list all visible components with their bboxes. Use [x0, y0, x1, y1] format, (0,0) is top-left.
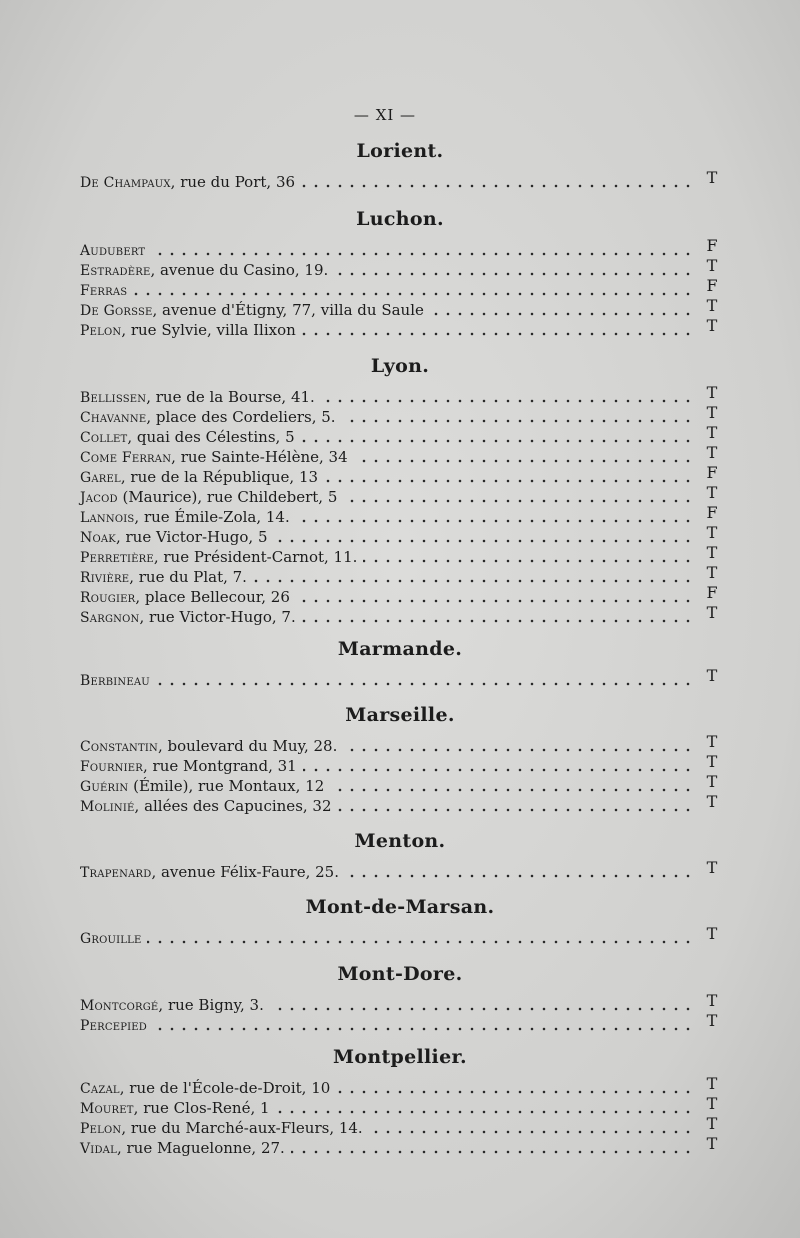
- entry-mark: T: [706, 732, 718, 751]
- entry-name: Ferras: [80, 283, 128, 299]
- list-item: [80, 523, 720, 547]
- dot-leader: [336, 1090, 694, 1094]
- entry-name: Lannois: [80, 510, 135, 526]
- list-item: [80, 603, 720, 627]
- entry-name: De Champaux: [80, 175, 171, 191]
- dot-leader: [301, 439, 694, 443]
- list-item: [80, 168, 720, 192]
- entry-mark: T: [706, 858, 718, 877]
- entry-detail: , rue Clos-René, 1: [133, 1099, 270, 1117]
- entry-detail: , allées des Capucines, 32: [134, 797, 332, 815]
- entry-mark: T: [706, 752, 718, 771]
- entry-detail: , rue de la Bourse, 41.: [146, 388, 315, 406]
- entry-detail: , rue Victor-Hugo, 5: [115, 528, 268, 546]
- entry-detail: , rue Maguelonne, 27.: [116, 1139, 285, 1157]
- entry-detail: , rue de la République, 13: [120, 468, 319, 486]
- city-section-mont-dore: [80, 963, 720, 1035]
- entry-detail: , rue Sylvie, villa Ilixon: [121, 321, 296, 339]
- list-item: [80, 463, 720, 487]
- list-item: [80, 1011, 720, 1035]
- entry-mark: T: [706, 483, 718, 502]
- entry-mark: T: [706, 523, 718, 542]
- dot-leader: [345, 874, 694, 878]
- entry-mark: T: [706, 666, 718, 685]
- list-item: [80, 443, 720, 467]
- page-number: — XI —: [353, 106, 417, 124]
- entry-name: Noak: [80, 530, 116, 546]
- entry-detail: , rue Émile-Zola, 14.: [134, 508, 290, 526]
- entry-name: Collet: [80, 430, 128, 446]
- entry-name: Grouille: [80, 931, 142, 947]
- dot-leader: [338, 808, 694, 812]
- entry-name: Audubert: [80, 243, 146, 259]
- entry-mark: T: [706, 403, 718, 422]
- dot-leader: [291, 1150, 694, 1154]
- dot-leader: [253, 579, 694, 583]
- list-item: [80, 1134, 720, 1158]
- city-heading: Montpellier.: [333, 1046, 467, 1068]
- dot-leader: [296, 519, 694, 523]
- entry-name: Fournier: [80, 759, 143, 775]
- dot-leader: [302, 619, 694, 623]
- dot-leader: [270, 1007, 694, 1011]
- list-item: [80, 316, 720, 340]
- entry-detail: , place Bellecour, 26: [135, 588, 290, 606]
- entry-detail: , rue du Plat, 7.: [129, 568, 247, 586]
- entry-name: Perretière: [80, 550, 154, 566]
- dot-leader: [369, 1130, 694, 1134]
- entry-name: Estradère: [80, 263, 151, 279]
- entry-name: Garel: [80, 470, 121, 486]
- dot-leader: [343, 499, 694, 503]
- entry-mark: T: [706, 1074, 718, 1093]
- list-item: [80, 503, 720, 527]
- list-item: [80, 403, 720, 427]
- city-section-mont-de-marsan: [80, 896, 720, 948]
- entry-detail: , rue du Marché-aux-Fleurs, 14.: [121, 1119, 363, 1137]
- entry-detail: , avenue d'Étigny, 77, villa du Saule: [152, 301, 424, 319]
- entry-name: Bellissen: [80, 390, 147, 406]
- entry-name: Rivière: [80, 570, 130, 586]
- entry-name: Come Ferran: [80, 450, 172, 466]
- city-section-lyon: [80, 355, 720, 627]
- dot-leader: [321, 399, 694, 403]
- city-section-menton: [80, 830, 720, 882]
- entry-name: Mouret: [80, 1101, 134, 1117]
- city-section-luchon: [80, 208, 720, 340]
- city-section-montpellier: [80, 1046, 720, 1158]
- entry-mark: T: [706, 1094, 718, 1113]
- entry-mark: F: [706, 583, 718, 602]
- list-item: [80, 563, 720, 587]
- dot-leader: [430, 312, 694, 316]
- entry-mark: T: [706, 1114, 718, 1133]
- entry-detail: , avenue Félix-Faure, 25.: [151, 863, 339, 881]
- city-section-lorient: [80, 140, 720, 192]
- dot-leader: [334, 272, 694, 276]
- entry-mark: T: [706, 543, 718, 562]
- list-item: [80, 1074, 720, 1098]
- dot-leader: [156, 682, 694, 686]
- city-heading: Marmande.: [337, 638, 463, 660]
- dot-leader: [147, 940, 694, 944]
- list-item: [80, 666, 720, 690]
- entry-mark: T: [706, 296, 718, 315]
- list-item: [80, 732, 720, 756]
- entry-name: Vidal: [80, 1141, 117, 1157]
- dot-leader: [343, 748, 694, 752]
- entry-mark: T: [706, 443, 718, 462]
- city-heading: Lyon.: [370, 355, 430, 377]
- entry-detail: , rue Montgrand, 31: [143, 757, 297, 775]
- list-item: [80, 752, 720, 776]
- entry-name: De Gorsse: [80, 303, 153, 319]
- list-item: [80, 1094, 720, 1118]
- entry-mark: T: [706, 603, 718, 622]
- entry-name: Pelon: [80, 1121, 122, 1137]
- entry-detail: , rue Sainte-Hélène, 34: [171, 448, 348, 466]
- dot-leader: [302, 332, 694, 336]
- entry-name: Guérin: [80, 779, 129, 795]
- entry-mark: T: [706, 316, 718, 335]
- list-item: [80, 858, 720, 882]
- entry-name: Constantin: [80, 739, 158, 755]
- list-item: [80, 1114, 720, 1138]
- list-item: [80, 483, 720, 507]
- entry-name: Jacod: [80, 490, 118, 506]
- entry-mark: F: [706, 463, 718, 482]
- dot-leader: [296, 599, 694, 603]
- list-item: [80, 924, 720, 948]
- dot-leader: [276, 1110, 694, 1114]
- entry-name: Cazal: [80, 1081, 120, 1097]
- dot-leader: [303, 768, 694, 772]
- entry-mark: T: [706, 563, 718, 582]
- entry-mark: F: [706, 236, 718, 255]
- entry-mark: F: [706, 503, 718, 522]
- entry-detail: , boulevard du Muy, 28.: [157, 737, 338, 755]
- dot-leader: [153, 1027, 694, 1031]
- entry-detail: , rue du Port, 36: [170, 173, 296, 191]
- dot-leader: [354, 459, 694, 463]
- entry-mark: T: [706, 168, 718, 187]
- entry-detail: , avenue du Casino, 19.: [150, 261, 329, 279]
- list-item: [80, 236, 720, 260]
- entry-detail: , rue Bigny, 3.: [158, 996, 264, 1014]
- list-item: [80, 543, 720, 567]
- dot-leader: [301, 184, 694, 188]
- city-heading: Marseille.: [345, 704, 455, 726]
- entry-name: Percepied: [80, 1018, 147, 1034]
- entry-detail: , rue Victor-Hugo, 7.: [139, 608, 296, 626]
- list-item: [80, 792, 720, 816]
- entry-detail: (Maurice), rue Childebert, 5: [117, 488, 338, 506]
- entry-name: Molinié: [80, 799, 135, 815]
- list-item: [80, 276, 720, 300]
- city-heading: Menton.: [354, 830, 446, 852]
- list-item: [80, 772, 720, 796]
- list-item: [80, 991, 720, 1015]
- dot-leader: [330, 788, 694, 792]
- entry-mark: F: [706, 276, 718, 295]
- entry-name: Rougier: [80, 590, 136, 606]
- entry-detail: , rue de l'École-de-Droit, 10: [119, 1079, 331, 1097]
- city-heading: Mont-de-Marsan.: [305, 896, 495, 918]
- dot-leader: [324, 479, 694, 483]
- list-item: [80, 383, 720, 407]
- entry-mark: T: [706, 772, 718, 791]
- entry-detail: (Émile), rue Montaux, 12: [128, 777, 325, 795]
- city-section-marmande: [80, 638, 720, 690]
- entry-mark: T: [706, 423, 718, 442]
- entry-detail: , rue Président-Carnot, 11.: [153, 548, 358, 566]
- list-item: [80, 256, 720, 280]
- entry-mark: T: [706, 383, 718, 402]
- dot-leader: [151, 252, 694, 256]
- entry-mark: T: [706, 1134, 718, 1153]
- entry-name: Pelon: [80, 323, 122, 339]
- city-section-marseille: [80, 704, 720, 816]
- city-heading: Lorient.: [356, 140, 444, 162]
- entry-name: Montcorgé: [80, 998, 159, 1014]
- entry-mark: T: [706, 792, 718, 811]
- dot-leader: [342, 419, 694, 423]
- city-heading: Luchon.: [356, 208, 444, 230]
- entry-detail: , quai des Célestins, 5: [127, 428, 295, 446]
- list-item: [80, 423, 720, 447]
- dot-leader: [363, 559, 694, 563]
- list-item: [80, 296, 720, 320]
- entry-mark: T: [706, 924, 718, 943]
- entry-name: Trapenard: [80, 865, 152, 881]
- entry-detail: , place des Cordeliers, 5.: [146, 408, 336, 426]
- entry-name: Chavanne: [80, 410, 147, 426]
- entry-mark: T: [706, 256, 718, 275]
- dot-leader: [273, 539, 694, 543]
- entry-mark: T: [706, 1011, 718, 1030]
- entry-name: Berbineau: [80, 673, 150, 689]
- dot-leader: [133, 292, 694, 296]
- entry-mark: T: [706, 991, 718, 1010]
- city-heading: Mont-Dore.: [337, 963, 463, 985]
- entry-name: Sargnon: [80, 610, 140, 626]
- list-item: [80, 583, 720, 607]
